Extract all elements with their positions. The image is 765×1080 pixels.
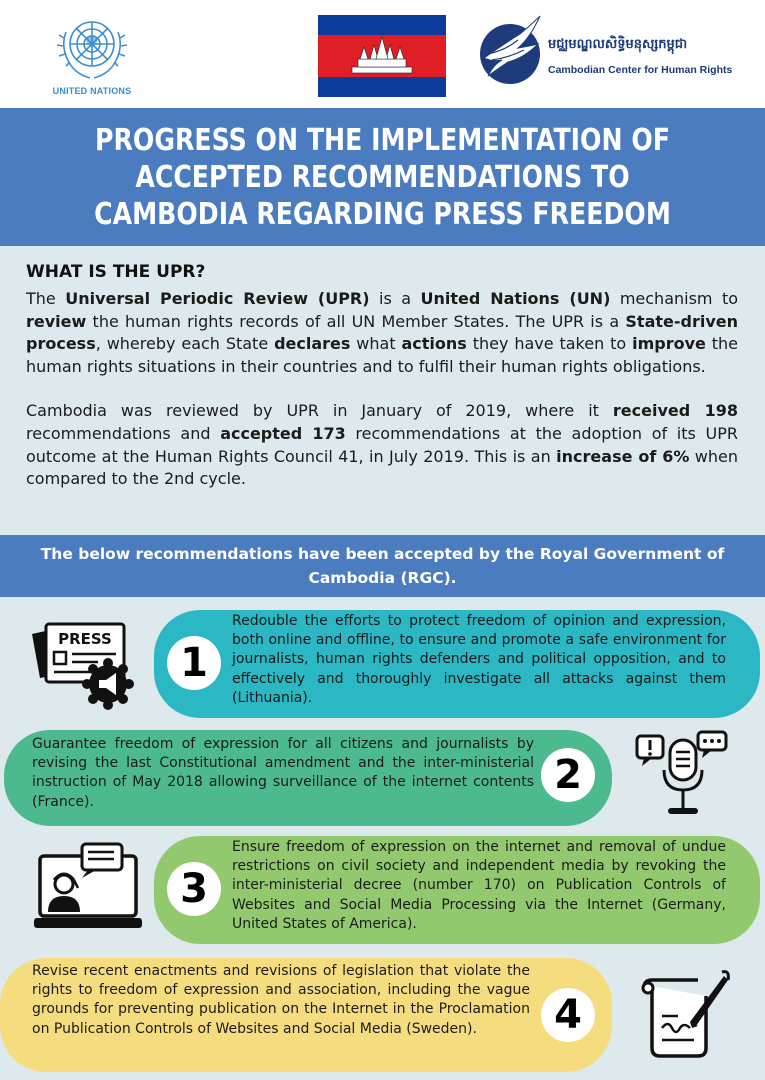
upr-paragraph-cambodia [26,400,738,490]
upr-section [26,262,738,491]
upr-emphasis: declares [274,334,351,354]
cchr-khmer-name: មជ្ឈមណ្ឌលសិទ្ធិមនុស្សកម្ពុជា [548,37,688,52]
recommendation-text-2: Guarantee freedom of expression for all citizens and journalists by revising the last Constitutional amendment and the inter-ministerial instruction of May 2018 allowing surveillance of the internet contents (France). [32,736,534,810]
accepted-banner [0,535,765,597]
upr-text-run: recommendations and [26,423,221,443]
upr-text-run: what [350,334,402,354]
upr-emphasis: improve [632,334,706,354]
microphone-speech-icon [632,728,732,826]
recommendation-number-1: 1 [167,636,221,690]
upr-emphasis: State-driven process [26,311,738,354]
cambodia-flag-icon [318,15,446,97]
upr-text-run: The [26,289,66,308]
upr-emphasis: increase of 6% [556,446,690,466]
upr-emphasis: actions [401,334,467,354]
un-logo [46,10,138,100]
upr-emphasis: accepted 173 [220,423,346,443]
scroll-quill-icon [636,966,732,1064]
upr-text-run: is a [369,289,421,308]
recommendation-text-4: Revise recent enactments and revisions of legislation that violate the rights to freedom of expression and association, including the vague grounds for preventing publication on the Internet in the Proclamation on Publication Controls of Websites and Social Media (Sweden). [32,963,530,1037]
upr-emphasis: received 198 [612,401,738,421]
upr-text-run: mechanism to [610,289,739,308]
upr-text-run: they have taken to [466,334,633,354]
cchr-english-name: Cambodian Center for Human Rights [548,64,733,76]
upr-text-run: the human rights situations in their countries and to fulfil their human rights obligations. [26,334,739,376]
un-emblem-icon [46,10,138,86]
upr-text-run: when compared to the 2nd cycle. [26,446,739,489]
accepted-banner-text: The below recommendations have been accepted by the Royal Government of Cambodia (RGC). [40,545,725,587]
page-title: PROGRESS ON THE IMPLEMENTATION OF ACCEPTED RECOMMENDATIONS TO CAMBODIA REGARDING PRESS FREEDOM [94,123,671,232]
recommendation-number-3: 3 [167,862,221,916]
recommendation-text-1: Redouble the efforts to protect freedom of opinion and expression, both online and offline, to ensure and promote a safe environment for journalists, human rights defenders and political opposition, and to effectively and thoroughly investigate all attacks against them (Lithuania). [232,613,726,706]
upr-text-run: Cambodia was reviewed by UPR in January of 2019, where it [26,401,613,421]
recommendation-text-3: Ensure freedom of expression on the internet and removal of undue restrictions on civil society and independent media by revoking the inter-ministerial decree (number 170) on Publication Controls of Websites and Social Media Processing via the Internet (Germany, United States of America). [232,839,726,932]
upr-text-run: the human rights records of all UN Member States. The UPR is a [86,311,626,331]
dove-emblem-icon [474,14,544,90]
cchr-logo [474,14,734,94]
upr-emphasis: United Nations (UN) [420,289,611,308]
press-card-icon [28,620,138,714]
upr-heading: WHAT IS THE UPR? [26,262,206,282]
title-band [0,108,765,246]
press-label: PRESS [58,630,112,648]
cambodia-flag [318,15,446,97]
upr-emphasis: Universal Periodic Review (UPR) [65,289,370,308]
header [0,0,765,108]
upr-emphasis: review [26,311,87,331]
upr-paragraph-definition [26,288,738,378]
un-label: UNITED NATIONS [52,86,132,96]
upr-text-run: , whereby each State [95,334,275,354]
laptop-chat-icon [30,840,146,940]
recommendation-number-2: 2 [541,748,595,802]
recommendation-number-4: 4 [541,988,595,1042]
upr-text-run: recommendations at the adoption of its UPR outcome at the Human Rights Council 41, in July 2019. This is an [26,423,739,466]
